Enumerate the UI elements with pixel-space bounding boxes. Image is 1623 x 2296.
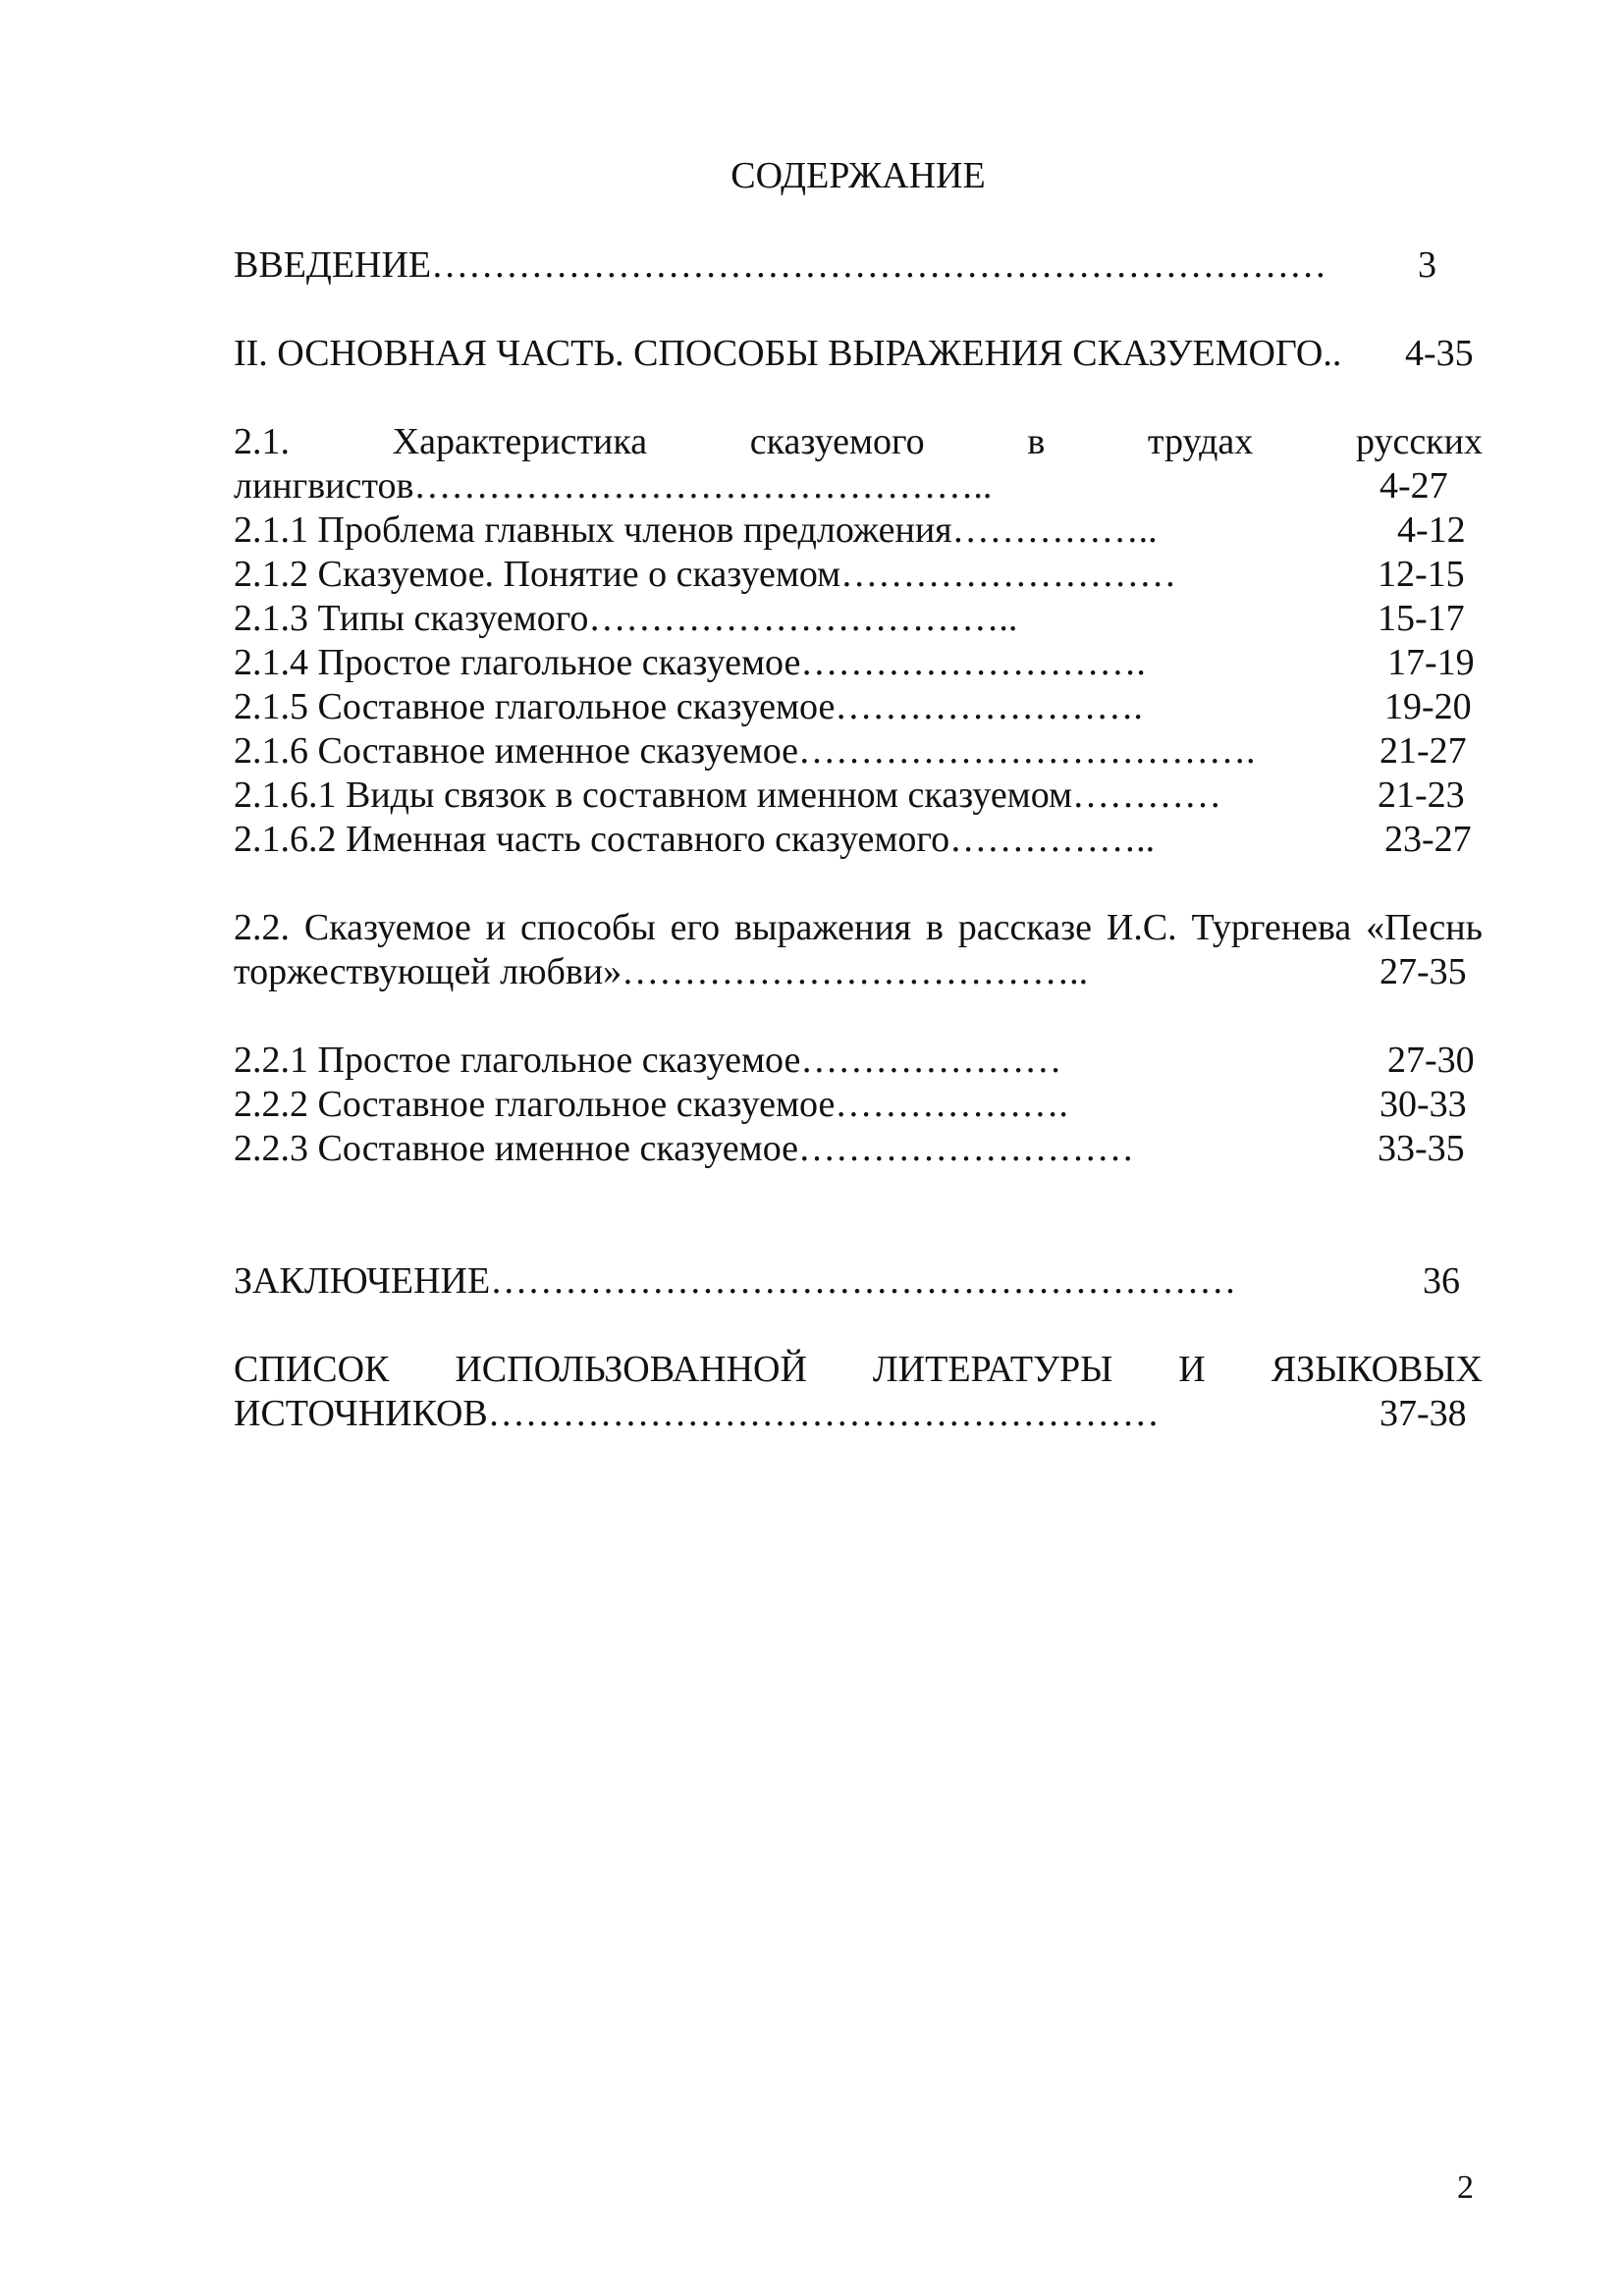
toc-entry-justified-line <box>234 420 1483 464</box>
toc-word: И <box>1178 1349 1206 1390</box>
toc-word: 2.2. <box>234 907 290 948</box>
toc-entry-text: 2.1.5 Составное глагольное сказуемое……………………. <box>234 686 1143 727</box>
toc-word: «Песнь <box>1366 907 1483 948</box>
toc-entry-page: 23-27 <box>1384 819 1472 860</box>
toc-word: ЯЗЫКОВЫХ <box>1271 1349 1483 1390</box>
toc-entry-text: лингвистов……………………………………….. <box>234 465 993 507</box>
toc-entry-justified-line <box>234 1348 1483 1392</box>
toc-entry-justified-line <box>234 906 1483 950</box>
toc-entry-text: торжествующей любви»……………………………….. <box>234 951 1089 992</box>
toc-entry-page: 37-38 <box>1380 1393 1467 1434</box>
toc-word: рассказе <box>957 907 1093 948</box>
toc-entry-text: 2.1.3 Типы сказуемого…………………………….. <box>234 598 1018 639</box>
toc-entry-page: 30-33 <box>1380 1084 1467 1125</box>
toc-entry-page: 36 <box>1423 1260 1460 1302</box>
toc-word: И.С. <box>1106 907 1177 948</box>
toc-word: и <box>485 907 507 948</box>
toc-word: Характеристика <box>392 421 648 462</box>
toc-entry-text: 2.1.6.2 Именная часть составного сказуемого…………….. <box>234 819 1156 860</box>
toc-entry-page: 27-35 <box>1380 951 1467 992</box>
toc-word: Сказуемое <box>303 907 471 948</box>
toc-word: русских <box>1355 421 1483 462</box>
page-number: 2 <box>1457 2169 1474 2206</box>
toc-entry-text: 2.2.3 Составное именное сказуемое……………………… <box>234 1128 1135 1169</box>
toc-entry-text: 2.1.6 Составное именное сказуемое………………………………. <box>234 730 1256 772</box>
toc-word: ЛИТЕРАТУРЫ <box>872 1349 1113 1390</box>
toc-title: СОДЕРЖАНИЕ <box>730 155 986 196</box>
toc-entry-page: 27-30 <box>1387 1040 1475 1081</box>
toc-entry-text: 2.1.1 Проблема главных членов предложения…………….. <box>234 509 1158 551</box>
toc-entry-page: 15-17 <box>1378 598 1465 639</box>
toc-word: его <box>670 907 721 948</box>
toc-word: 2.1. <box>234 421 290 462</box>
toc-word: Тургенева <box>1191 907 1352 948</box>
toc-entry-page: 17-19 <box>1387 642 1475 683</box>
toc-entry-text: ВВЕДЕНИЕ……………………………………………………………… <box>234 244 1327 286</box>
toc-word: трудах <box>1147 421 1254 462</box>
toc-entry-page: 4-27 <box>1380 465 1448 507</box>
toc-entry-text: 2.2.2 Составное глагольное сказуемое………………. <box>234 1084 1068 1125</box>
toc-entry-text: 2.1.6.1 Виды связок в составном именном сказуемом………… <box>234 774 1222 816</box>
toc-entry-text: ЗАКЛЮЧЕНИЕ…………………………………………………… <box>234 1260 1237 1302</box>
toc-entry-text: 2.1.4 Простое глагольное сказуемое………………………. <box>234 642 1146 683</box>
toc-entry-page: 21-27 <box>1380 730 1467 772</box>
toc-entry-page: 19-20 <box>1384 686 1472 727</box>
toc-word: в <box>1027 421 1046 462</box>
toc-word: способы <box>519 907 656 948</box>
toc-entry-page: 4-35 <box>1405 333 1474 374</box>
toc-word: ИСПОЛЬЗОВАННОЙ <box>455 1349 807 1390</box>
toc-entry-text: 2.2.1 Простое глагольное сказуемое………………… <box>234 1040 1062 1081</box>
toc-word: СПИСОК <box>234 1349 390 1390</box>
toc-word: сказуемого <box>749 421 925 462</box>
toc-entry-page: 3 <box>1418 244 1436 286</box>
toc-entry-page: 4-12 <box>1397 509 1466 551</box>
toc-entry-text: II. ОСНОВНАЯ ЧАСТЬ. СПОСОБЫ ВЫРАЖЕНИЯ СКАЗУЕМОГО.. <box>234 333 1342 374</box>
toc-entry-text: ИСТОЧНИКОВ……………………………………………… <box>234 1393 1160 1434</box>
toc-entry-page: 12-15 <box>1378 554 1465 595</box>
toc-word: в <box>926 907 944 948</box>
toc-entry-page: 21-23 <box>1378 774 1465 816</box>
toc-word: выражения <box>734 907 912 948</box>
toc-entry-page: 33-35 <box>1378 1128 1465 1169</box>
toc-entry-text: 2.1.2 Сказуемое. Понятие о сказуемом……………………… <box>234 554 1177 595</box>
